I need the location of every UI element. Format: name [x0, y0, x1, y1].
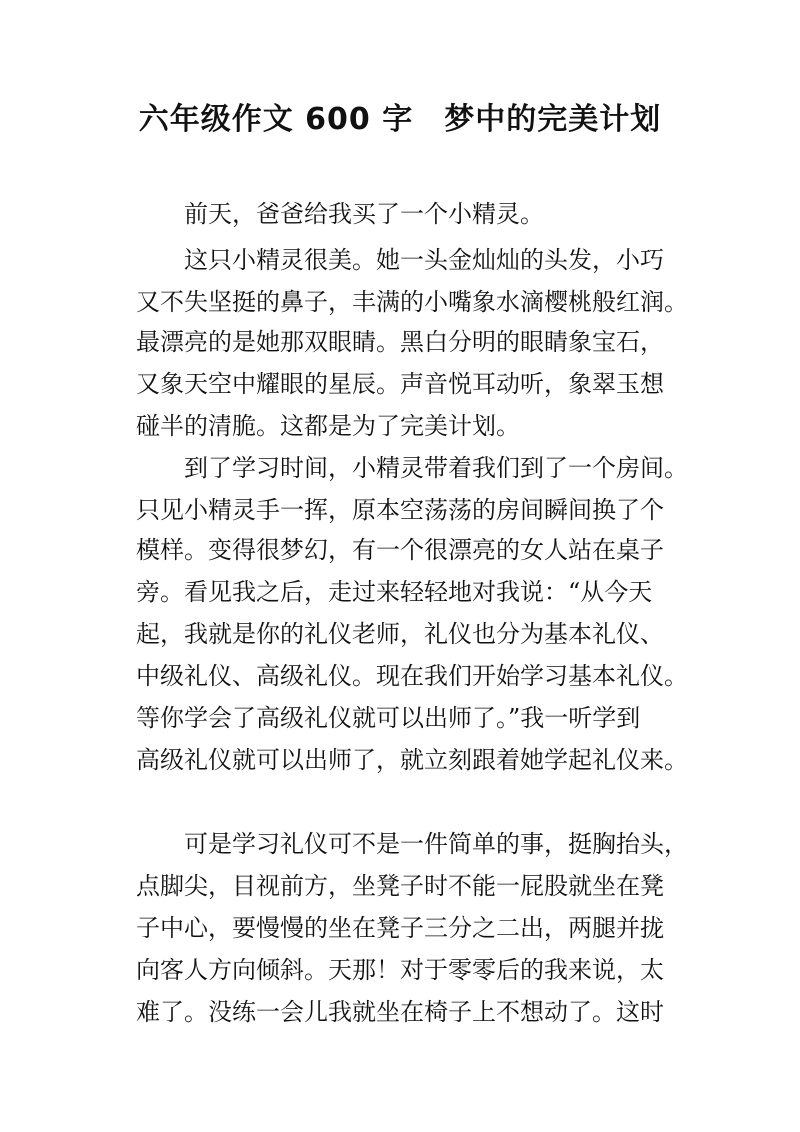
text-line: 这只小精灵很美。她一头金灿灿的头发，小巧 [184, 246, 664, 274]
text-line: 子中心，要慢慢的坐在凳子三分之二出，两腿并拢 [136, 914, 664, 942]
text-line: 模样。变得很梦幻，有一个很漂亮的女人站在桌子 [136, 536, 664, 564]
text-line: 起，我就是你的礼仪老师，礼仪也分为基本礼仪、 [136, 620, 664, 648]
text-line: 可是学习礼仪可不是一件简单的事，挺胸抬头， [184, 830, 688, 858]
text-line: 难了。没练一会儿我就坐在椅子上不想动了。这时 [136, 998, 664, 1026]
text-line: 高级礼仪就可以出师了，就立刻跟着她学起礼仪来。 [136, 746, 688, 774]
text-line: 向客人方向倾斜。天那！对于零零后的我来说，太 [136, 956, 664, 984]
text-line: 最漂亮的是她那双眼睛。黑白分明的眼睛象宝石， [136, 328, 664, 356]
text-line: 点脚尖，目视前方，坐凳子时不能一屁股就坐在凳 [136, 872, 664, 900]
text-line: 前天，爸爸给我买了一个小精灵。 [184, 200, 544, 228]
text-line: 中级礼仪、高级礼仪。现在我们开始学习基本礼仪。 [136, 662, 688, 690]
text-line: 旁。看见我之后，走过来轻轻地对我说：“从今天 [136, 578, 653, 606]
text-line: 等你学会了高级礼仪就可以出师了。”我一听学到 [136, 704, 641, 732]
text-line: 碰半的清脆。这都是为了完美计划。 [136, 412, 520, 440]
text-line: 又象天空中耀眼的星辰。声音悦耳动听，象翠玉想 [136, 370, 664, 398]
text-line: 到了学习时间，小精灵带着我们到了一个房间。 [184, 454, 688, 482]
text-line: 又不失坚挺的鼻子，丰满的小嘴象水滴樱桃般红润。 [136, 288, 688, 316]
text-line: 只见小精灵手一挥，原本空荡荡的房间瞬间换了个 [136, 496, 664, 524]
page-title: 六年级作文 600 字 梦中的完美计划 [138, 102, 662, 137]
